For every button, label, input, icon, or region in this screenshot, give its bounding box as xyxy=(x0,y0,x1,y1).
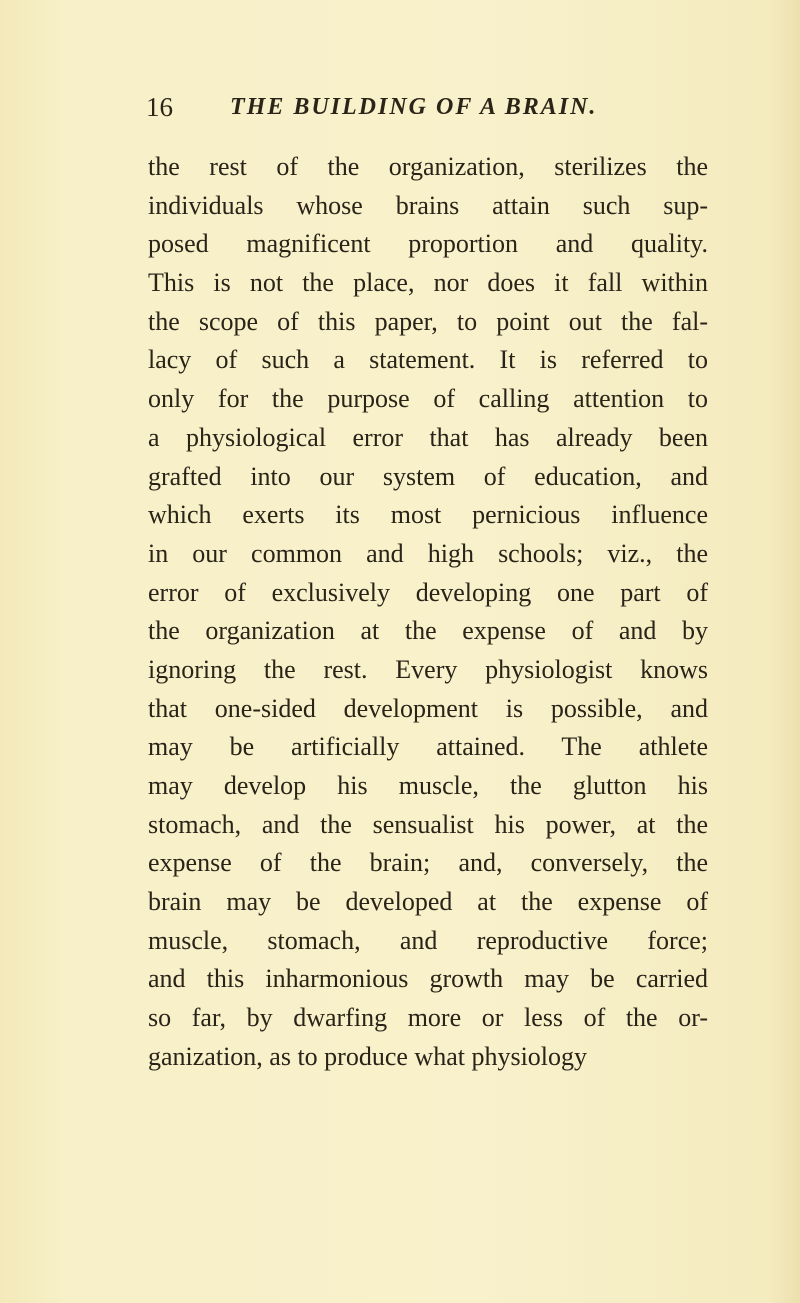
text-line: lacy of such a statement. It is referred to xyxy=(148,345,708,375)
text-line: expense of the brain; and, conversely, the xyxy=(148,848,708,878)
text-line: grafted into our system of education, and xyxy=(148,461,708,491)
text-line: ignoring the rest. Every physiologist knows xyxy=(148,654,708,684)
running-head: THE BUILDING OF A BRAIN. xyxy=(230,94,598,120)
text-line: the organization at the expense of and by xyxy=(148,616,708,646)
body-text xyxy=(148,148,708,1077)
text-line: brain may be developed at the expense of xyxy=(148,887,708,917)
text-line: ganization, as to produce what physiology xyxy=(148,1041,588,1071)
page-number: 16 xyxy=(146,92,173,122)
text-line: and this inharmonious growth may be carried xyxy=(148,964,708,994)
text-line: that one-sided development is possible, and xyxy=(148,693,708,723)
text-line: individuals whose brains attain such sup- xyxy=(148,190,708,220)
text-line: a physiological error that has already been xyxy=(148,422,708,452)
text-line: posed magnificent proportion and quality. xyxy=(148,229,708,259)
text-line: which exerts its most pernicious influence xyxy=(148,500,708,530)
text-line: This is not the place, nor does it fall within xyxy=(148,268,708,298)
text-line: so far, by dwarfing more or less of the or- xyxy=(148,1003,708,1033)
text-line: error of exclusively developing one part of xyxy=(148,577,708,607)
text-line: the rest of the organization, sterilizes the xyxy=(148,152,708,181)
text-line: only for the purpose of calling attention to xyxy=(148,384,708,414)
text-line: may develop his muscle, the glutton his xyxy=(148,771,708,800)
text-line: in our common and high schools; viz., the xyxy=(148,538,708,568)
page-header xyxy=(0,92,800,132)
text-line: stomach, and the sensualist his power, at the xyxy=(148,809,708,839)
text-line: may be artificially attained. The athlete xyxy=(148,732,708,762)
text-line: the scope of this paper, to point out the fal- xyxy=(148,306,708,336)
text-line: muscle, stomach, and reproductive force; xyxy=(148,925,708,955)
